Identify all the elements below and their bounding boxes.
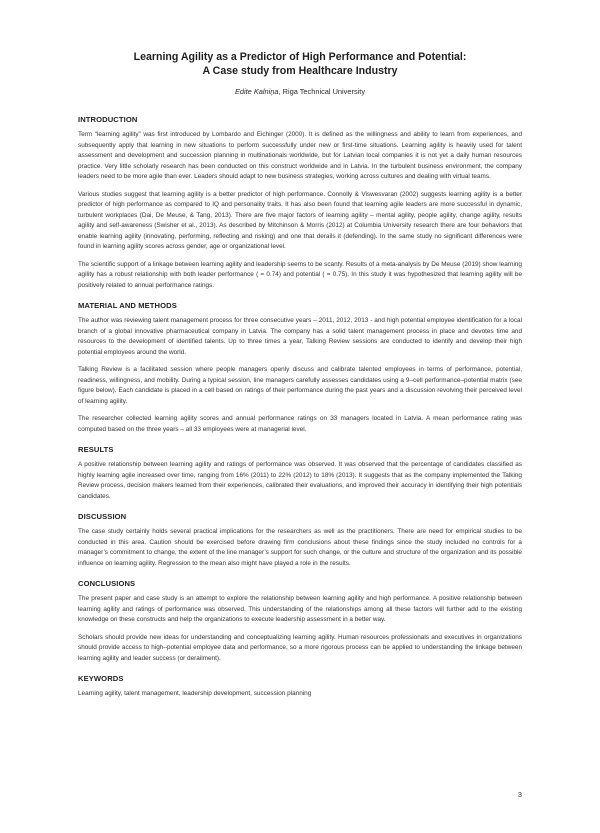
methods-paragraph-1: The author was reviewing talent management process for three consecutive years – 2011, 2012, 2013 - and high potential employee identification for a local branch of a global innovative pharmaceutical company in Latvia. The company has a solid talent management process in place and devotes time and resources to the development of identified talents. Up to three times a year, Talking Review sessions are conducted to identify and develop their high potential employees around the world. <box>78 317 522 356</box>
section-heading-methods: MATERIAL AND METHODS <box>78 301 177 310</box>
conclusions-paragraph-1: The present paper and case study is an attempt to explore the relationship between learning agility and high performance. A positive relationship between learning agility and ratings of performance was observed. This understanding of the relationships among all these factors will further add to the existing knowledge on these constructs and help the organizations to execute leadership assessment in a better way. <box>78 595 522 623</box>
author-name: Edite Kalniņa <box>234 87 279 96</box>
section-introduction <box>78 115 522 291</box>
section-methods <box>78 301 522 435</box>
conclusions-paragraph-2: Scholars should provide new ideas for understanding and conceptualizing learning agility. Human resources professionals and executives in organizations should provide access to high–potential employee data and performance, so a more rigorous process can be applied to understanding the linkage between learning agility and leader success (or derailment). <box>78 633 522 662</box>
page-number: 3 <box>517 790 522 799</box>
methods-paragraph-2: Talking Review is a facilitated session where people managers openly discuss and calibrate talented employees in terms of performance, potential, readiness, willingness, and mobility. During a typical session, line managers carefully assesses candidates using a 9–cell performance–potential matrix (see figure below). Each candidate is placed in a cell based on ratings of their performance during the past years and a discussion revolving their perceived level of learning agility. <box>78 366 522 405</box>
methods-paragraph-3: The researcher collected learning agility scores and annual performance ratings on 33 managers located in Latvia. A mean performance rating was computed based on the three years – all 33 employees were at managerial level. <box>78 415 522 433</box>
section-discussion <box>78 512 522 569</box>
introduction-paragraph-1: Term “learning agility” was first introduced by Lombardo and Eichinger (2000). It is defined as the willingness and ability to learn from experiences, and subsequently apply that learning in new situations to perform successfully under new or first-time situations. Learning agility is heavily used for talent assessment and development and succession planning in multinationals worldwide, but for Latvian local companies it is not yet a daily human resources practice. Very little scholarly research has been conducted on this construct worldwide and in Latvia. In the turbulent business environment, the company leaders need to be more agile than ever. Leaders should adapt to new business strategies, working across cultures and dealing with virtual teams. <box>78 131 522 180</box>
author-line <box>78 87 522 96</box>
section-heading-introduction: INTRODUCTION <box>78 115 138 124</box>
section-keywords <box>78 674 522 700</box>
title-line-1: Learning Agility as a Predictor of High Performance and Potential: <box>133 51 467 63</box>
paper-page <box>78 50 522 700</box>
author-affiliation: , Riga Technical University <box>278 87 366 96</box>
title-line-2: A Case study from Healthcare Industry <box>202 65 398 77</box>
results-paragraph-1: A positive relationship between learning agility and ratings of performance was observed. It was observed that the percentage of candidates classified as highly learning agile increased over time, ranging from 16% (2011) to 22% (2012) to 18% (2013). It suggests that as the company implemented the Talking Review process, decision makers learned from their experiences, calibrated their evaluations, and improved their accuracy in identifying their high potentials candidates. <box>78 461 522 500</box>
section-heading-discussion: DISCUSSION <box>78 512 127 521</box>
section-heading-conclusions: CONCLUSIONS <box>78 579 136 588</box>
section-results <box>78 445 522 502</box>
section-heading-keywords: KEYWORDS <box>78 674 124 683</box>
paper-title <box>78 50 522 78</box>
introduction-paragraph-2: Various studies suggest that learning agility is a better predictor of high performance. Connolly & Viswesvaran (2002) suggests learning agility is a better predictor of high performance as compared to IQ and personality traits. It has also been found that learning agile leaders are more successful in dynamic, turbulent workplaces (Dai, De Meuse, & Tang, 2013). There are five major factors of learning agility – mental agility, people agility, change agility, results agility and self-awareness (Swisher et al., 2013). As described by Mitchinson & Morris (2012) at Columbia University research there are four behaviors that enable learning agility (innovating, performing, reflecting and risking) and one that derails it (defending). In the same study no significant differences were found in learning agility scores across gender, age or organizational level. <box>78 190 522 250</box>
keywords-text: Learning agility, talent management, leadership development, succession planning <box>78 690 312 697</box>
section-conclusions <box>78 579 522 664</box>
discussion-paragraph-1: The case study certainly holds several practical implications for the researchers as well as the practitioners. There are need for empirical studies to be conducted in this area. Caution should be exercised before drawing firm conclusions about these findings since the study included no controls for a manager’s commitment to change, the extent of the line manager’s support for such change, or the culture and structure of the organization and its possible influence on learning agility. Regression to the mean also might have played a role in the results. <box>78 528 522 567</box>
section-heading-results: RESULTS <box>78 445 114 454</box>
introduction-paragraph-3: The scientific support of a linkage between learning agility and leadership seems to be scanty. Results of a meta-analysis by De Meuse (2019) show learning agility has a robust relationship with both leader performance ( = 0.74) and potential ( = 0.75). In this study it was hypothesized that learning agility will be positively related to annual performance ratings. <box>78 260 522 289</box>
